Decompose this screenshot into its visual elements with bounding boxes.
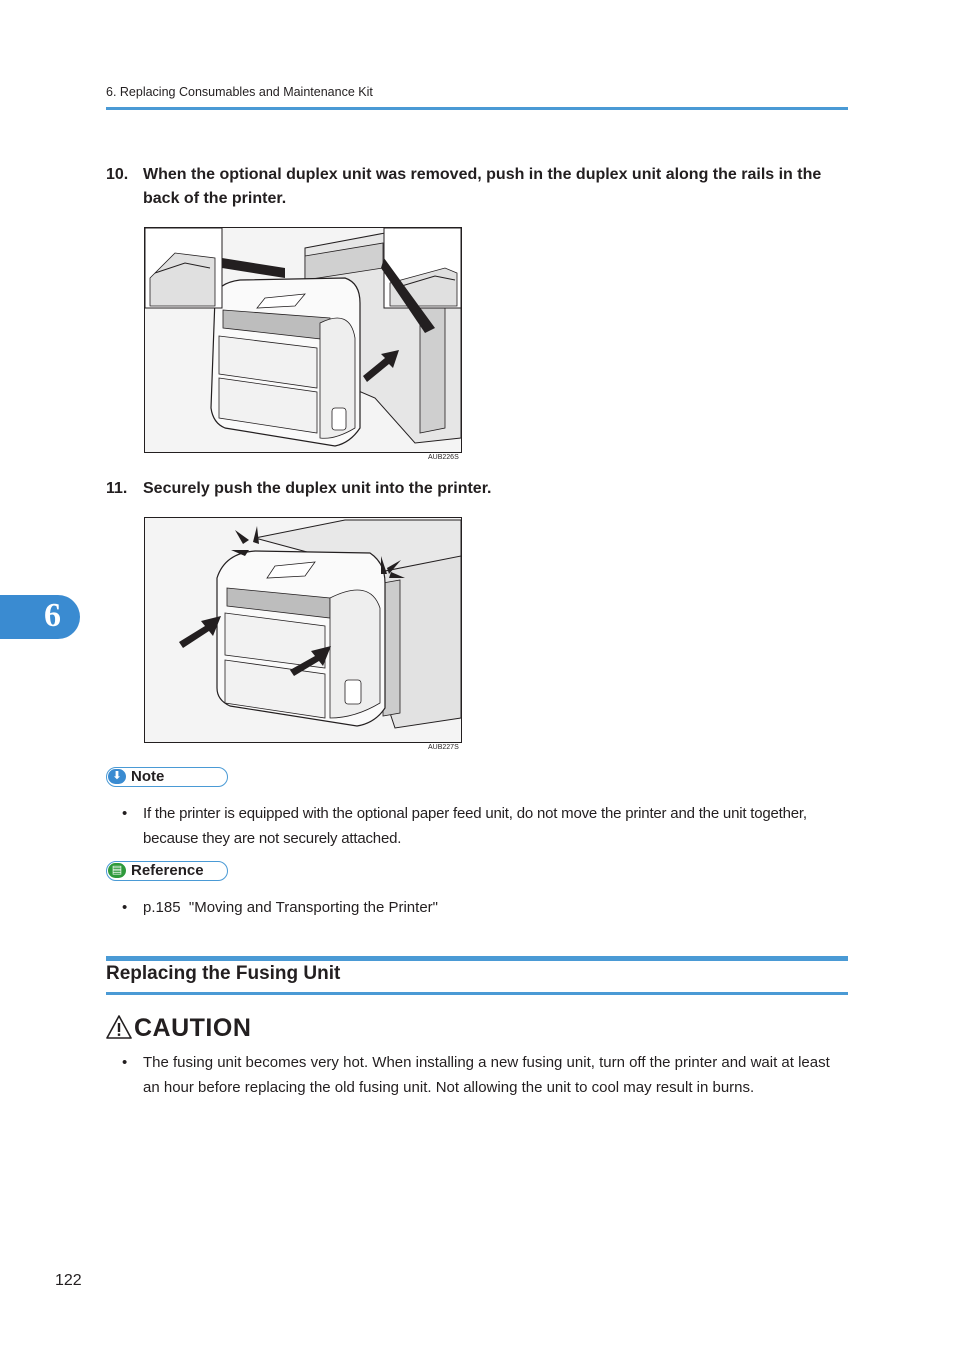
down-arrow-icon: ⬇ xyxy=(108,769,126,784)
step-number: 10. xyxy=(106,166,129,183)
figure-push-duplex xyxy=(144,517,462,743)
running-header: 6. Replacing Consumables and Maintenance Kit xyxy=(106,85,373,99)
note-item xyxy=(122,801,852,851)
step-text: Securely push the duplex unit into the printer. xyxy=(143,480,492,497)
header-rule xyxy=(106,107,848,110)
figure-code: AUB227S xyxy=(428,744,459,751)
step-text: When the optional duplex unit was removed, push in the duplex unit along the rails in the back of the printer. xyxy=(143,166,822,207)
bullet: • xyxy=(122,899,128,916)
section-rule-bottom xyxy=(106,992,848,995)
reference-link[interactable]: p.185 "Moving and Transporting the Printer" xyxy=(143,899,438,916)
figure-code: AUB226S xyxy=(428,454,459,461)
caution-label: CAUTION xyxy=(134,1014,252,1042)
section-rule-top xyxy=(106,956,848,961)
step-11 xyxy=(106,477,848,501)
note-heading xyxy=(106,767,228,787)
note-label: Note xyxy=(131,768,165,785)
chapter-tab-number: 6 xyxy=(44,597,61,634)
page-number: 122 xyxy=(55,1272,82,1289)
bullet: • xyxy=(122,805,128,822)
chapter-tab xyxy=(0,595,80,639)
caution-text: The fusing unit becomes very hot. When installing a new fusing unit, turn off the printer and wait at least an hour before replacing the old fusing unit. Not allowing the unit to cool may result in burns. xyxy=(143,1054,830,1096)
duplex-rails-illustration xyxy=(145,228,461,452)
push-duplex-illustration xyxy=(145,518,461,742)
reference-heading xyxy=(106,861,228,881)
bullet: • xyxy=(122,1054,128,1071)
book-icon: ▤ xyxy=(108,863,126,878)
reference-item xyxy=(122,895,852,920)
note-text: If the printer is equipped with the optional paper feed unit, do not move the printer and the unit together, because they are not securely attached. xyxy=(143,805,807,847)
step-10 xyxy=(106,163,848,211)
reference-label: Reference xyxy=(131,862,204,879)
section-title: Replacing the Fusing Unit xyxy=(106,963,341,984)
step-number: 11. xyxy=(106,480,128,497)
figure-duplex-rails xyxy=(144,227,462,453)
caution-item xyxy=(122,1050,842,1100)
warning-triangle-icon xyxy=(106,1015,132,1039)
